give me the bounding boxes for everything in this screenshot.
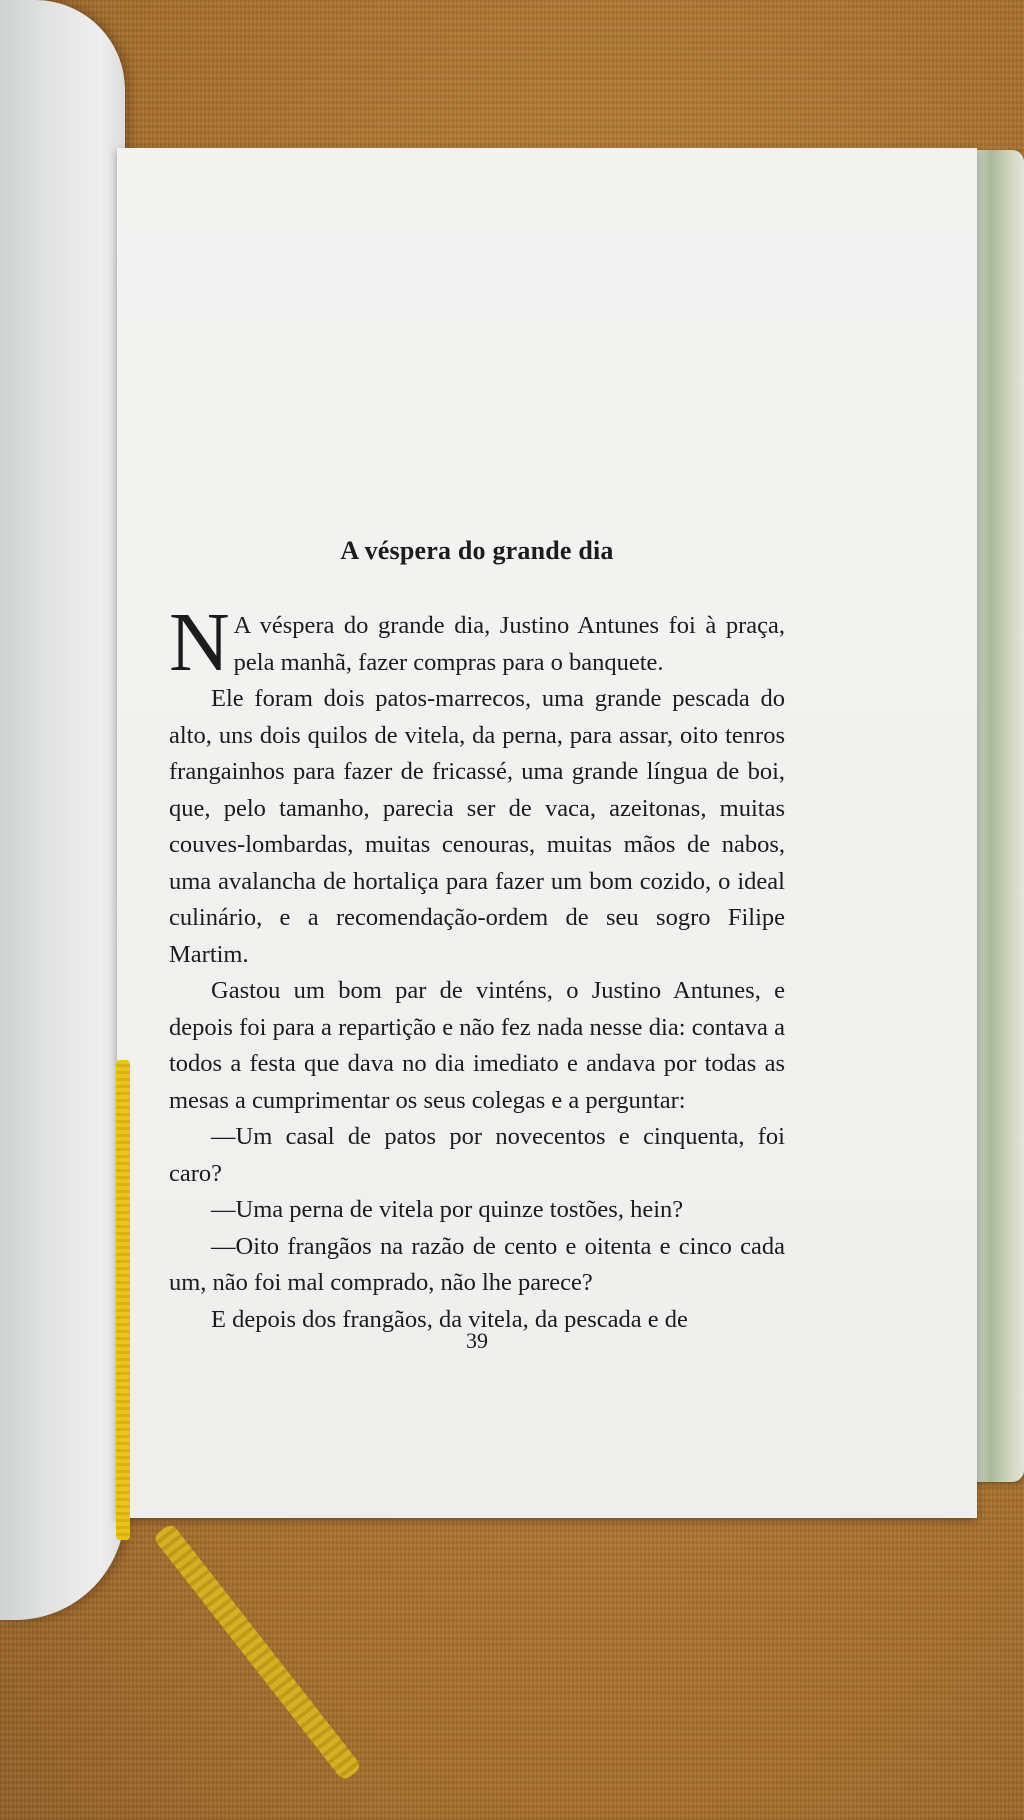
page-number: 39 [466,1328,488,1353]
dialogue-line-2: —Uma perna de vitela por quinze tostões, hein? [211,1196,684,1223]
paragraph-3: Gastou um bom par de vinténs, o Justino Antunes, e depois foi para a repartição e não fez nada nesse dia: contava a todos a festa que dava no dia imediato e andava por todas as mesas a cumprimentar os seus colegas e a perguntar: [169,977,785,1114]
drop-cap: N [169,596,230,689]
book-page [117,148,977,1518]
bookmark-ribbon-tail [153,1523,363,1782]
paragraph-2: Ele foram dois patos-marrecos, uma grande pescada do alto, uns dois quilos de vitela, da perna, para assar, oito tenros frangainhos para fazer de fricassé, uma grande língua de boi, que, pelo tamanho, parecia ser de vaca, azeitonas, muitas couves-lombardas, muitas cenouras, muitas mãos de nabos, uma avalancha de hortaliça para fazer um bom cozido, o ideal culinário, e a recomendação-ordem de seu sogro Filipe Martim. [169,685,785,968]
paragraph-7: E depois dos frangãos, da vitela, da pescada e de [211,1305,688,1333]
bookmark-ribbon [116,1060,130,1540]
dialogue-line-3: —Oito frangãos na razão de cento e oitenta e cinco cada um, não foi mal comprado, não lhe parece? [169,1232,785,1296]
dialogue-line-1: —Um casal de patos por novecentos e cinquenta, foi caro? [169,1123,785,1187]
paragraph-text: A véspera do grande dia, Justino Antunes foi à praça, pela manhã, fazer compras para o banquete. [233,612,785,676]
left-page-curl [0,0,125,1620]
chapter-title: A véspera do grande dia [340,536,614,565]
paragraph-1 [169,596,785,689]
page-body [169,596,785,1338]
